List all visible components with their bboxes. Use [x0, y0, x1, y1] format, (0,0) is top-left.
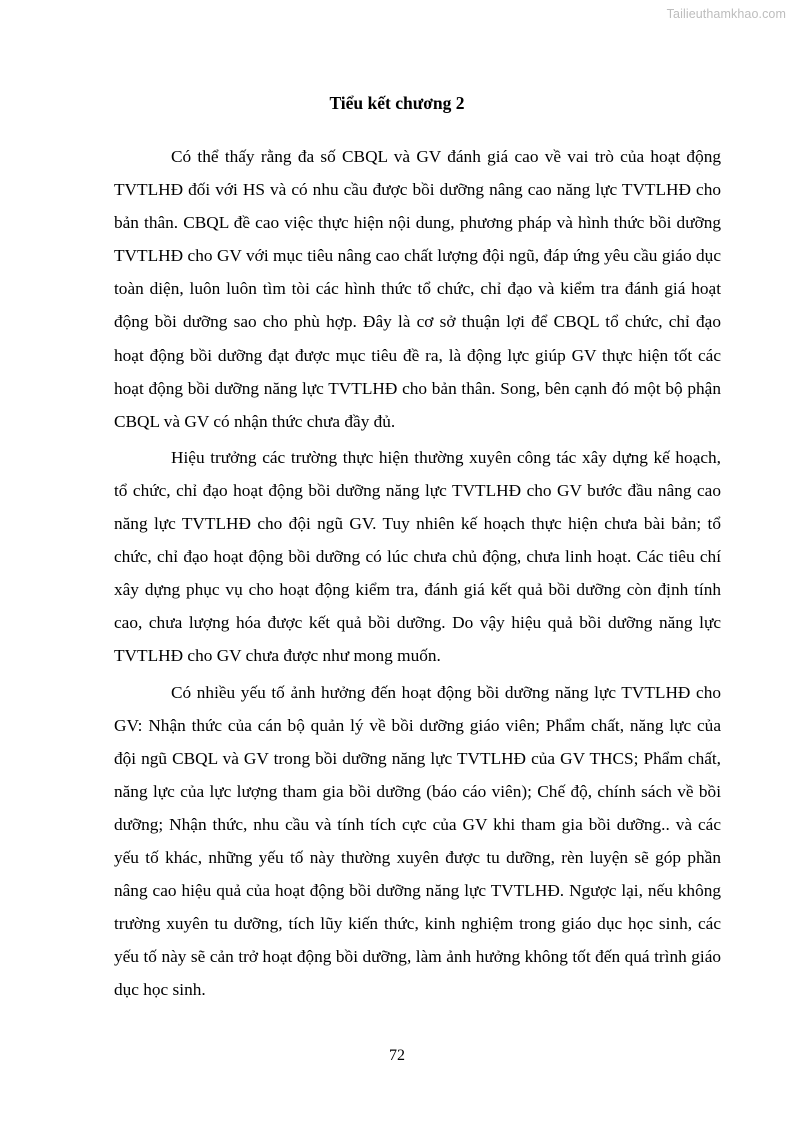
paragraph: Có thể thấy rằng đa số CBQL và GV đánh giá cao về vai trò của hoạt động TVTLHĐ đối với HS và có nhu cầu được bồi dưỡng nâng cao năng lực TVTLHĐ cho bản thân. CBQL đề cao việc thực hiện nội dung, phương pháp và hình thức bồi dưỡng TVTLHĐ cho GV với mục tiêu nâng cao chất lượng đội ngũ, đáp ứng yêu cầu giáo dục toàn diện, luôn luôn tìm tòi các hình thức tổ chức, chỉ đạo và kiểm tra đánh giá hoạt động bồi dưỡng sao cho phù hợp. Đây là cơ sở thuận lợi để CBQL tổ chức, chỉ đạo hoạt động bồi dưỡng đạt được mục tiêu đề ra, là động lực giúp GV thực hiện tốt các hoạt động bồi dưỡng năng lực TVTLHĐ cho bản thân. Song, bên cạnh đó một bộ phận CBQL và GV có nhận thức chưa đầy đủ.: [114, 147, 721, 431]
paragraph: Có nhiều yếu tố ảnh hưởng đến hoạt động bồi dưỡng năng lực TVTLHĐ cho GV: Nhận thức của cán bộ quản lý về bồi dưỡng giáo viên; Phẩm chất, năng lực của đội ngũ CBQL và GV trong bồi dưỡng năng lực TVTLHĐ của GV THCS; Phẩm chất, năng lực của lực lượng tham gia bồi dưỡng (báo cáo viên); Chế độ, chính sách về bồi dưỡng; Nhận thức, nhu cầu và tính tích cực của GV khi tham gia bồi dưỡng.. và các yếu tố khác, những yếu tố này thường xuyên được tu dưỡng, rèn luyện sẽ góp phần nâng cao hiệu quả của hoạt động bồi dưỡng năng lực TVTLHĐ. Ngược lại, nếu không trường xuyên tu dưỡng, tích lũy kiến thức, kinh nghiệm trong giáo dục học sinh, các yếu tố này sẽ cản trở hoạt động bồi dưỡng, làm ảnh hưởng không tốt đến quá trình giáo dục học sinh.: [114, 682, 721, 1000]
page-number: 72: [389, 1047, 405, 1064]
paragraph: Hiệu trưởng các trường thực hiện thường xuyên công tác xây dựng kế hoạch, tổ chức, chỉ đạo hoạt động bồi dưỡng năng lực TVTLHĐ cho GV bước đầu nâng cao năng lực TVTLHĐ cho đội ngũ GV. Tuy nhiên kế hoạch thực hiện chưa bài bản; tổ chức, chỉ đạo hoạt động bồi dưỡng có lúc chưa chủ động, chưa linh hoạt. Các tiêu chí xây dựng phục vụ cho hoạt động kiểm tra, đánh giá kết quả bồi dưỡng còn định tính cao, chưa lượng hóa được kết quả bồi dưỡng. Do vậy hiệu quả bồi dưỡng năng lực TVTLHĐ cho GV chưa được như mong muốn.: [114, 447, 721, 666]
watermark: Tailieuthamkhao.com: [666, 7, 786, 21]
document-body: [114, 140, 721, 1009]
section-title: Tiểu kết chương 2: [329, 93, 465, 113]
